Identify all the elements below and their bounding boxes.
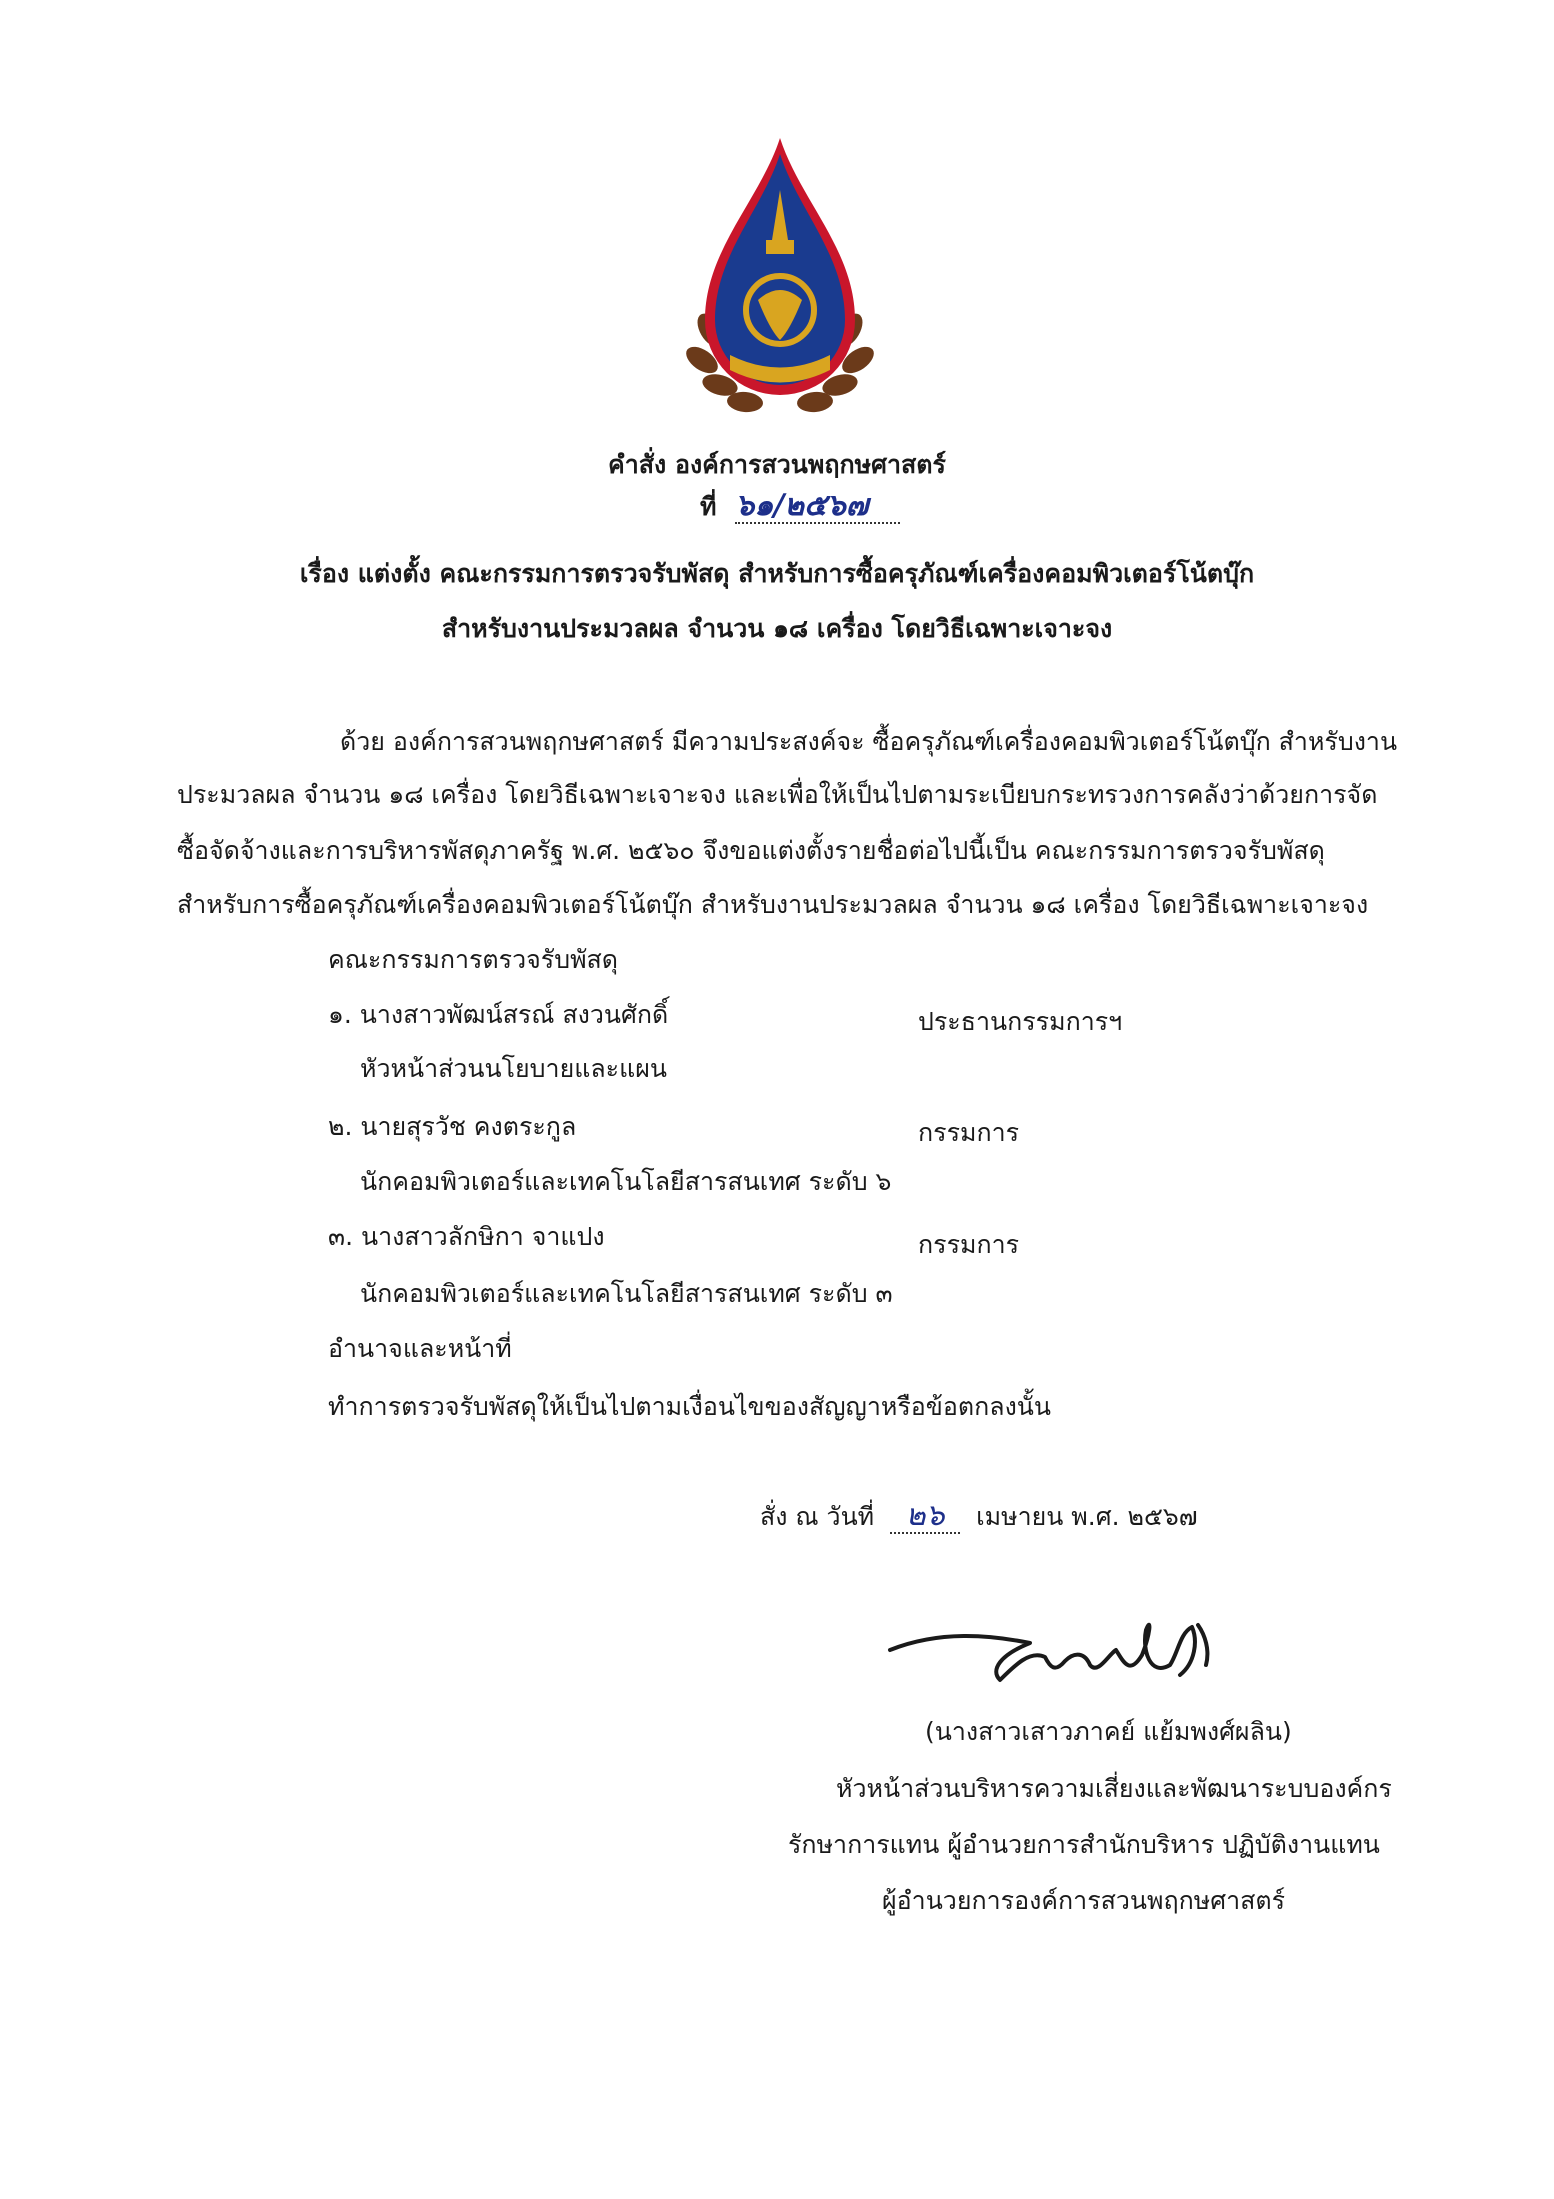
signer-title-1: หัวหน้าส่วนบริหารความเสี่ยงและพัฒนาระบบองค์กร [836,1774,1392,1803]
order-number-prefix: ที่ [700,492,717,521]
signer-title-3: ผู้อำนวยการองค์การสวนพฤกษศาสตร์ [882,1886,1286,1915]
duty-text: ทำการตรวจรับพัสดุให้เป็นไปตามเงื่อนไขของสัญญาหรือข้อตกลงนั้น [328,1392,1051,1421]
signature-stroke [880,1595,1260,1705]
subject-line-2: สำหรับงานประมวลผล จำนวน ๑๘ เครื่อง โดยวิธีเฉพาะเจาะจง [441,614,1113,643]
member-1-position: หัวหน้าส่วนนโยบายและแผน [360,1054,667,1083]
logo-emblem [680,130,880,430]
order-title: คำสั่ง องค์การสวนพฤกษศาสตร์ [608,450,946,479]
paragraph-line-4: สำหรับการซื้อครุภัณฑ์เครื่องคอมพิวเตอร์โน้ตบุ๊ก สำหรับงานประมวลผล จำนวน ๑๘ เครื่อง โดยวิธีเฉพาะเจาะจง [177,890,1369,919]
date-rest: เมษายน พ.ศ. ๒๕๖๗ [976,1502,1198,1531]
order-number-value: ๖๑/๒๕๖๗ [735,490,900,524]
member-1-role: ประธานกรรมการฯ [918,1007,1123,1036]
paragraph-line-3: ซื้อจัดจ้างและการบริหารพัสดุภาครัฐ พ.ศ. ๒๕๖๐ จึงขอแต่งตั้งรายชื่อต่อไปนี้เป็น คณะกรรมการตรวจรับพัสดุ [177,836,1325,865]
member-2-name: ๒. นายสุรวัช คงตระกูล [328,1112,577,1141]
member-2-role: กรรมการ [918,1118,1020,1147]
member-3-position: นักคอมพิวเตอร์และเทคโนโลยีสารสนเทศ ระดับ ๓ [360,1279,893,1308]
paragraph-line-1: ด้วย องค์การสวนพฤกษศาสตร์ มีความประสงค์จะ ซื้อครุภัณฑ์เครื่องคอมพิวเตอร์โน้ตบุ๊ก สำหรับงาน [340,727,1398,756]
member-2-position: นักคอมพิวเตอร์และเทคโนโลยีสารสนเทศ ระดับ ๖ [360,1167,892,1196]
order-number [700,490,900,524]
order-date [760,1500,1198,1534]
member-3-role: กรรมการ [918,1230,1020,1259]
date-prefix: สั่ง ณ วันที่ [760,1502,875,1531]
handwritten-signature [880,1595,1260,1705]
subject-line-1: เรื่อง แต่งตั้ง คณะกรรมการตรวจรับพัสดุ สำหรับการซื้อครุภัณฑ์เครื่องคอมพิวเตอร์โน้ตบุ๊ก [299,559,1255,588]
committee-heading: คณะกรรมการตรวจรับพัสดุ [328,945,619,974]
organization-logo [680,130,880,430]
member-1-name: ๑. นางสาวพัฒน์สรณ์ สงวนศักดิ์ [328,1000,669,1029]
date-day: ๒๖ [890,1500,960,1534]
duty-heading: อำนาจและหน้าที่ [328,1334,512,1363]
member-3-name: ๓. นางสาวลักษิกา จาแปง [328,1222,605,1251]
signer-name: (นางสาวเสาวภาคย์ แย้มพงศ์ผลิน) [925,1717,1292,1746]
paragraph-line-2: ประมวลผล จำนวน ๑๘ เครื่อง โดยวิธีเฉพาะเจาะจง และเพื่อให้เป็นไปตามระเบียบกระทรวงการคลังว่าด้วยการจัด [177,780,1378,809]
signer-title-2: รักษาการแทน ผู้อำนวยการสำนักบริหาร ปฏิบัติงานแทน [788,1830,1380,1859]
